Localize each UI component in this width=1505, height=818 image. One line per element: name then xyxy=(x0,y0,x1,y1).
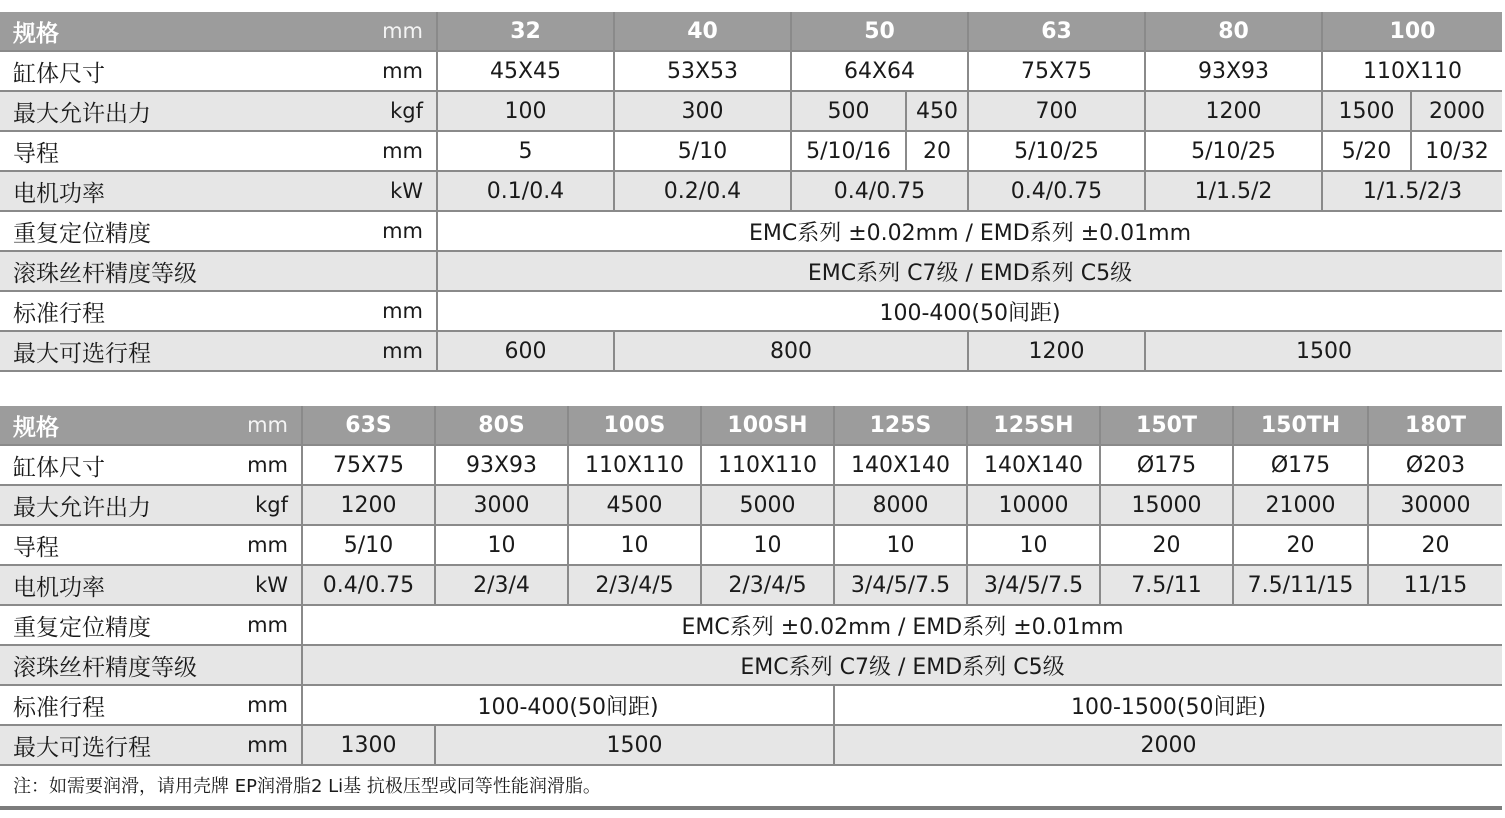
table-cell: 2000 xyxy=(834,725,1502,765)
row-label: 规格 xyxy=(0,406,235,445)
motor-power-row xyxy=(0,565,1502,605)
row-label: 导程 xyxy=(0,131,300,171)
table-cell: 20 xyxy=(1368,525,1502,565)
size-header: 125S xyxy=(834,406,967,445)
table-cell: 1/1.5/2 xyxy=(1145,171,1322,211)
table-cell: 10000 xyxy=(967,485,1100,525)
table-cell: 21000 xyxy=(1233,485,1368,525)
table-cell: 10 xyxy=(834,525,967,565)
table-cell: 10 xyxy=(701,525,834,565)
standard-stroke-row xyxy=(0,685,1502,725)
table-cell: EMC系列 ±0.02mm / EMD系列 ±0.01mm xyxy=(302,605,1502,645)
table-cell: 93X93 xyxy=(435,445,568,485)
table-cell: 10/32 xyxy=(1411,131,1502,171)
size-header: 80 xyxy=(1145,12,1322,51)
table-cell: 0.4/0.75 xyxy=(302,565,435,605)
row-label: 滚珠丝杆精度等级 xyxy=(0,645,235,685)
table-cell: 110X110 xyxy=(1322,51,1502,91)
table-cell: 100-400(50间距) xyxy=(302,685,834,725)
lead-row xyxy=(0,525,1502,565)
size-header: 80S xyxy=(435,406,568,445)
size-header: 100S xyxy=(568,406,701,445)
row-unit: mm xyxy=(235,685,302,725)
repeat-accuracy-row xyxy=(0,605,1502,645)
size-header: 150T xyxy=(1100,406,1233,445)
lubrication-note: 注：如需要润滑，请用壳牌 EP润滑脂2 Li基 抗极压型或同等性能润滑脂。 xyxy=(13,776,601,797)
standard-stroke-row xyxy=(0,291,1502,331)
size-header: 100 xyxy=(1322,12,1502,51)
table-cell: 1200 xyxy=(302,485,435,525)
table-cell: 800 xyxy=(614,331,968,371)
table-cell: 110X110 xyxy=(701,445,834,485)
bottom-divider xyxy=(0,806,1502,810)
table-cell: 1200 xyxy=(968,331,1145,371)
row-label: 缸体尺寸 xyxy=(0,445,235,485)
table-cell: 3/4/5/7.5 xyxy=(834,565,967,605)
spec-table-standard xyxy=(0,12,1502,372)
row-unit: mm xyxy=(300,12,437,51)
max-stroke-row xyxy=(0,331,1502,371)
table-cell: 110X110 xyxy=(568,445,701,485)
table-cell: 140X140 xyxy=(967,445,1100,485)
table-cell: 1/1.5/2/3 xyxy=(1322,171,1502,211)
row-unit: mm xyxy=(300,131,437,171)
row-label: 缸体尺寸 xyxy=(0,51,300,91)
table-cell: 8000 xyxy=(834,485,967,525)
table-cell: 450 xyxy=(906,91,968,131)
row-unit: kgf xyxy=(300,91,437,131)
row-unit xyxy=(235,645,302,685)
row-label: 最大允许出力 xyxy=(0,91,300,131)
table-cell: 4500 xyxy=(568,485,701,525)
table-cell: 75X75 xyxy=(968,51,1145,91)
table-cell: 53X53 xyxy=(614,51,791,91)
table-cell: 0.4/0.75 xyxy=(968,171,1145,211)
table-cell: 3/4/5/7.5 xyxy=(967,565,1100,605)
row-label: 最大允许出力 xyxy=(0,485,235,525)
size-header: 63S xyxy=(302,406,435,445)
table-cell: Ø175 xyxy=(1233,445,1368,485)
table-cell: 7.5/11/15 xyxy=(1233,565,1368,605)
max-stroke-row xyxy=(0,725,1502,765)
table-cell: 1300 xyxy=(302,725,435,765)
table-cell: 1200 xyxy=(1145,91,1322,131)
table-cell: 2/3/4 xyxy=(435,565,568,605)
size-header: 100SH xyxy=(701,406,834,445)
table-cell: 10 xyxy=(967,525,1100,565)
table-cell: 5/10/25 xyxy=(968,131,1145,171)
table-cell: 64X64 xyxy=(791,51,968,91)
table-cell: 140X140 xyxy=(834,445,967,485)
table-cell: 500 xyxy=(791,91,906,131)
table-cell: 10 xyxy=(435,525,568,565)
table-cell: 30000 xyxy=(1368,485,1502,525)
screw-grade-row xyxy=(0,251,1502,291)
table-cell: EMC系列 C7级 / EMD系列 C5级 xyxy=(437,251,1502,291)
row-unit: mm xyxy=(300,51,437,91)
table-cell: 0.4/0.75 xyxy=(791,171,968,211)
lead-row xyxy=(0,131,1502,171)
row-unit: mm xyxy=(235,445,302,485)
table-cell: Ø175 xyxy=(1100,445,1233,485)
table-cell: 20 xyxy=(906,131,968,171)
table-cell: 20 xyxy=(1233,525,1368,565)
size-header: 63 xyxy=(968,12,1145,51)
table-cell: 0.1/0.4 xyxy=(437,171,614,211)
repeat-accuracy-row xyxy=(0,211,1502,251)
table-cell: 45X45 xyxy=(437,51,614,91)
row-unit: mm xyxy=(235,406,302,445)
table-cell: 5 xyxy=(437,131,614,171)
size-header: 180T xyxy=(1368,406,1502,445)
table-cell: 5/20 xyxy=(1322,131,1411,171)
table-cell: 5/10 xyxy=(614,131,791,171)
table-cell: 5/10/25 xyxy=(1145,131,1322,171)
table-cell: 5/10/16 xyxy=(791,131,906,171)
max-force-row xyxy=(0,91,1502,131)
row-unit: mm xyxy=(235,725,302,765)
size-header: 50 xyxy=(791,12,968,51)
size-header: 125SH xyxy=(967,406,1100,445)
row-unit: kW xyxy=(300,171,437,211)
table-cell: 1500 xyxy=(435,725,834,765)
table-cell: 75X75 xyxy=(302,445,435,485)
table-cell: 2/3/4/5 xyxy=(701,565,834,605)
cylinder-size-row xyxy=(0,51,1502,91)
row-label: 最大可选行程 xyxy=(0,331,300,371)
table-cell: 1500 xyxy=(1145,331,1502,371)
table-cell: 300 xyxy=(614,91,791,131)
table-cell: Ø203 xyxy=(1368,445,1502,485)
size-header: 150TH xyxy=(1233,406,1368,445)
header-row xyxy=(0,406,1502,445)
table-cell: 15000 xyxy=(1100,485,1233,525)
table-cell: 7.5/11 xyxy=(1100,565,1233,605)
table-cell: 10 xyxy=(568,525,701,565)
row-label: 导程 xyxy=(0,525,235,565)
header-row xyxy=(0,12,1502,51)
table-cell: 2/3/4/5 xyxy=(568,565,701,605)
row-label: 标准行程 xyxy=(0,685,235,725)
row-label: 规格 xyxy=(0,12,300,51)
row-label: 重复定位精度 xyxy=(0,211,300,251)
row-unit: mm xyxy=(300,291,437,331)
motor-power-row xyxy=(0,171,1502,211)
table-cell: 100-1500(50间距) xyxy=(834,685,1502,725)
row-label: 重复定位精度 xyxy=(0,605,235,645)
table-cell: 5000 xyxy=(701,485,834,525)
table-cell: 600 xyxy=(437,331,614,371)
table-cell: 1500 xyxy=(1322,91,1411,131)
row-unit: kgf xyxy=(235,485,302,525)
size-header: 32 xyxy=(437,12,614,51)
table-cell: 100-400(50间距) xyxy=(437,291,1502,331)
table-cell: 2000 xyxy=(1411,91,1502,131)
table-cell: 93X93 xyxy=(1145,51,1322,91)
cylinder-size-row xyxy=(0,445,1502,485)
screw-grade-row xyxy=(0,645,1502,685)
table-cell: 100 xyxy=(437,91,614,131)
table-cell: 0.2/0.4 xyxy=(614,171,791,211)
table-cell: 700 xyxy=(968,91,1145,131)
table-cell: 11/15 xyxy=(1368,565,1502,605)
row-unit: mm xyxy=(300,331,437,371)
spec-table-heavy-duty xyxy=(0,406,1502,766)
table-cell: EMC系列 ±0.02mm / EMD系列 ±0.01mm xyxy=(437,211,1502,251)
row-unit: mm xyxy=(235,525,302,565)
row-unit: mm xyxy=(235,605,302,645)
table-cell: 20 xyxy=(1100,525,1233,565)
table-cell: EMC系列 C7级 / EMD系列 C5级 xyxy=(302,645,1502,685)
row-label: 滚珠丝杆精度等级 xyxy=(0,251,300,291)
max-force-row xyxy=(0,485,1502,525)
row-unit xyxy=(300,251,437,291)
row-label: 最大可选行程 xyxy=(0,725,235,765)
row-unit: mm xyxy=(300,211,437,251)
table-cell: 5/10 xyxy=(302,525,435,565)
row-label: 电机功率 xyxy=(0,565,235,605)
row-label: 标准行程 xyxy=(0,291,300,331)
row-unit: kW xyxy=(235,565,302,605)
table-cell: 3000 xyxy=(435,485,568,525)
size-header: 40 xyxy=(614,12,791,51)
row-label: 电机功率 xyxy=(0,171,300,211)
